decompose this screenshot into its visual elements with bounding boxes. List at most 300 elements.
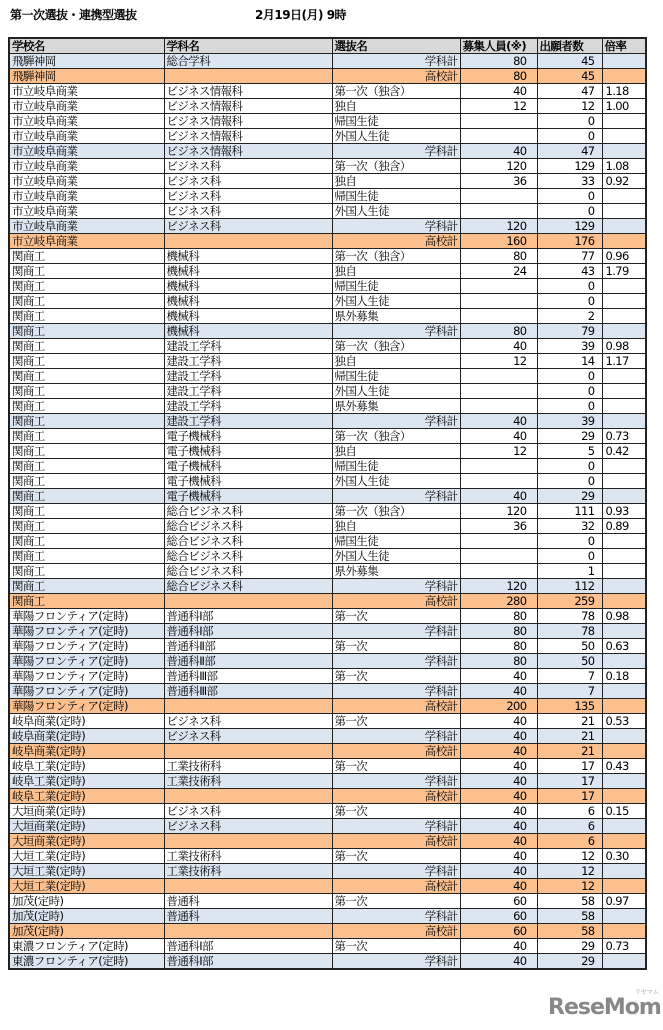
capacity-cell: 40 bbox=[460, 759, 537, 774]
department-cell bbox=[164, 879, 332, 894]
department-cell: 普通科Ⅱ部 bbox=[164, 639, 332, 654]
dept-total-row bbox=[9, 654, 646, 669]
department-cell: 電子機械科 bbox=[164, 444, 332, 459]
capacity-cell: 40 bbox=[460, 804, 537, 819]
selection-cell: 学科計 bbox=[332, 489, 460, 504]
capacity-cell: 120 bbox=[460, 579, 537, 594]
department-cell: ビジネス科 bbox=[164, 714, 332, 729]
capacity-cell: 12 bbox=[460, 99, 537, 114]
school-name-cell: 関商工 bbox=[9, 519, 164, 534]
selection-cell: 高校計 bbox=[332, 234, 460, 249]
column-header-ratio: 倍率 bbox=[602, 38, 646, 54]
ratio-cell: 1.17 bbox=[602, 354, 646, 369]
applicants-cell: 32 bbox=[537, 519, 602, 534]
capacity-cell: 40 bbox=[460, 879, 537, 894]
capacity-cell bbox=[460, 279, 537, 294]
applicants-table bbox=[8, 37, 647, 970]
selection-cell: 高校計 bbox=[332, 69, 460, 84]
applicants-cell: 7 bbox=[537, 684, 602, 699]
school-name-cell: 市立岐阜商業 bbox=[9, 189, 164, 204]
table-row bbox=[9, 534, 646, 549]
ratio-cell: 0.18 bbox=[602, 669, 646, 684]
table-row bbox=[9, 84, 646, 99]
department-cell: 総合ビジネス科 bbox=[164, 579, 332, 594]
ratio-cell bbox=[602, 954, 646, 970]
ratio-cell bbox=[602, 624, 646, 639]
table-row bbox=[9, 519, 646, 534]
ratio-cell: 0.43 bbox=[602, 759, 646, 774]
dept-total-row bbox=[9, 54, 646, 69]
table-row bbox=[9, 174, 646, 189]
applicants-cell: 79 bbox=[537, 324, 602, 339]
capacity-cell: 36 bbox=[460, 174, 537, 189]
selection-cell: 学科計 bbox=[332, 909, 460, 924]
school-name-cell: 加茂(定時) bbox=[9, 924, 164, 939]
school-name-cell: 加茂(定時) bbox=[9, 909, 164, 924]
department-cell: 建設工学科 bbox=[164, 369, 332, 384]
capacity-cell: 40 bbox=[460, 849, 537, 864]
department-cell bbox=[164, 789, 332, 804]
applicants-cell: 259 bbox=[537, 594, 602, 609]
applicants-cell: 77 bbox=[537, 249, 602, 264]
school-name-cell: 飛騨神岡 bbox=[9, 54, 164, 69]
school-name-cell: 関商工 bbox=[9, 564, 164, 579]
selection-cell: 学科計 bbox=[332, 774, 460, 789]
logo-text: ReseMom bbox=[548, 995, 661, 1020]
table-row bbox=[9, 564, 646, 579]
selection-cell: 学科計 bbox=[332, 729, 460, 744]
selection-cell: 第一次（独含） bbox=[332, 504, 460, 519]
department-cell: 工業技術科 bbox=[164, 774, 332, 789]
applicants-cell: 0 bbox=[537, 279, 602, 294]
department-cell: 工業技術科 bbox=[164, 864, 332, 879]
table-row bbox=[9, 264, 646, 279]
school-name-cell: 関商工 bbox=[9, 414, 164, 429]
applicants-cell: 1 bbox=[537, 564, 602, 579]
school-name-cell: 岐阜工業(定時) bbox=[9, 759, 164, 774]
capacity-cell: 80 bbox=[460, 54, 537, 69]
dept-total-row bbox=[9, 579, 646, 594]
department-cell: ビジネス情報科 bbox=[164, 114, 332, 129]
department-cell: ビジネス情報科 bbox=[164, 84, 332, 99]
table-row bbox=[9, 669, 646, 684]
selection-cell: 外国人生徒 bbox=[332, 549, 460, 564]
dept-total-row bbox=[9, 624, 646, 639]
capacity-cell: 40 bbox=[460, 954, 537, 970]
capacity-cell bbox=[460, 534, 537, 549]
department-cell bbox=[164, 924, 332, 939]
applicants-cell: 5 bbox=[537, 444, 602, 459]
school-name-cell: 岐阜商業(定時) bbox=[9, 744, 164, 759]
capacity-cell: 12 bbox=[460, 444, 537, 459]
selection-cell: 帰国生徒 bbox=[332, 534, 460, 549]
selection-cell: 学科計 bbox=[332, 819, 460, 834]
selection-cell: 帰国生徒 bbox=[332, 279, 460, 294]
table-row bbox=[9, 459, 646, 474]
applicants-cell: 17 bbox=[537, 789, 602, 804]
school-name-cell: 関商工 bbox=[9, 369, 164, 384]
selection-cell: 第一次 bbox=[332, 714, 460, 729]
selection-cell: 高校計 bbox=[332, 834, 460, 849]
selection-cell: 独自 bbox=[332, 519, 460, 534]
capacity-cell bbox=[460, 459, 537, 474]
school-name-cell: 関商工 bbox=[9, 264, 164, 279]
department-cell: 普通科Ⅲ部 bbox=[164, 669, 332, 684]
applicants-cell: 78 bbox=[537, 609, 602, 624]
school-total-row bbox=[9, 234, 646, 249]
table-row bbox=[9, 369, 646, 384]
selection-cell: 第一次 bbox=[332, 669, 460, 684]
selection-cell: 独自 bbox=[332, 354, 460, 369]
school-name-cell: 大垣商業(定時) bbox=[9, 834, 164, 849]
capacity-cell: 40 bbox=[460, 714, 537, 729]
school-name-cell: 市立岐阜商業 bbox=[9, 234, 164, 249]
report-datetime: 2月19日(月) 9時 bbox=[255, 8, 347, 22]
department-cell bbox=[164, 699, 332, 714]
ratio-cell bbox=[602, 924, 646, 939]
applicants-cell: 45 bbox=[537, 54, 602, 69]
ratio-cell bbox=[602, 189, 646, 204]
ratio-cell bbox=[602, 879, 646, 894]
department-cell: 建設工学科 bbox=[164, 384, 332, 399]
school-name-cell: 飛騨神岡 bbox=[9, 69, 164, 84]
department-cell: 機械科 bbox=[164, 249, 332, 264]
school-name-cell: 市立岐阜商業 bbox=[9, 144, 164, 159]
column-header-selection: 選抜名 bbox=[332, 38, 460, 54]
ratio-cell bbox=[602, 294, 646, 309]
capacity-cell: 120 bbox=[460, 504, 537, 519]
ratio-cell: 1.00 bbox=[602, 99, 646, 114]
school-name-cell: 関商工 bbox=[9, 279, 164, 294]
applicants-cell: 21 bbox=[537, 729, 602, 744]
capacity-cell bbox=[460, 309, 537, 324]
column-header-school: 学校名 bbox=[9, 38, 164, 54]
selection-cell: 帰国生徒 bbox=[332, 369, 460, 384]
school-name-cell: 大垣工業(定時) bbox=[9, 849, 164, 864]
department-cell: 機械科 bbox=[164, 279, 332, 294]
capacity-cell: 80 bbox=[460, 249, 537, 264]
school-name-cell: 関商工 bbox=[9, 549, 164, 564]
capacity-cell: 40 bbox=[460, 939, 537, 954]
department-cell: 電子機械科 bbox=[164, 474, 332, 489]
ratio-cell bbox=[602, 774, 646, 789]
capacity-cell bbox=[460, 564, 537, 579]
ratio-cell bbox=[602, 399, 646, 414]
selection-cell: 学科計 bbox=[332, 954, 460, 970]
selection-cell: 外国人生徒 bbox=[332, 204, 460, 219]
ratio-cell: 0.73 bbox=[602, 939, 646, 954]
table-row bbox=[9, 384, 646, 399]
department-cell: 機械科 bbox=[164, 294, 332, 309]
ratio-cell: 1.79 bbox=[602, 264, 646, 279]
applicants-cell: 39 bbox=[537, 339, 602, 354]
school-name-cell: 大垣商業(定時) bbox=[9, 804, 164, 819]
school-name-cell: 関商工 bbox=[9, 444, 164, 459]
capacity-cell: 40 bbox=[460, 144, 537, 159]
applicants-cell: 43 bbox=[537, 264, 602, 279]
ratio-cell bbox=[602, 414, 646, 429]
table-row bbox=[9, 399, 646, 414]
applicants-cell: 58 bbox=[537, 924, 602, 939]
ratio-cell bbox=[602, 54, 646, 69]
school-total-row bbox=[9, 834, 646, 849]
applicants-cell: 21 bbox=[537, 714, 602, 729]
capacity-cell: 12 bbox=[460, 354, 537, 369]
table-row bbox=[9, 549, 646, 564]
dept-total-row bbox=[9, 489, 646, 504]
capacity-cell: 60 bbox=[460, 924, 537, 939]
selection-cell: 独自 bbox=[332, 264, 460, 279]
department-cell: 建設工学科 bbox=[164, 399, 332, 414]
department-cell: 電子機械科 bbox=[164, 429, 332, 444]
table-row bbox=[9, 939, 646, 954]
selection-cell: 帰国生徒 bbox=[332, 459, 460, 474]
department-cell bbox=[164, 834, 332, 849]
capacity-cell bbox=[460, 399, 537, 414]
applicants-cell: 112 bbox=[537, 579, 602, 594]
department-cell: 総合ビジネス科 bbox=[164, 534, 332, 549]
table-row bbox=[9, 504, 646, 519]
school-name-cell: 華陽フロンティア(定時) bbox=[9, 639, 164, 654]
table-row bbox=[9, 129, 646, 144]
department-cell bbox=[164, 744, 332, 759]
school-name-cell: 関商工 bbox=[9, 504, 164, 519]
ratio-cell bbox=[602, 819, 646, 834]
capacity-cell: 60 bbox=[460, 909, 537, 924]
table-row bbox=[9, 759, 646, 774]
school-total-row bbox=[9, 69, 646, 84]
capacity-cell: 80 bbox=[460, 324, 537, 339]
applicants-cell: 58 bbox=[537, 909, 602, 924]
selection-cell: 独自 bbox=[332, 174, 460, 189]
selection-cell: 第一次 bbox=[332, 759, 460, 774]
department-cell: 総合ビジネス科 bbox=[164, 519, 332, 534]
ratio-cell bbox=[602, 234, 646, 249]
table-header-row bbox=[9, 38, 646, 54]
capacity-cell: 24 bbox=[460, 264, 537, 279]
selection-cell: 県外募集 bbox=[332, 564, 460, 579]
ratio-cell bbox=[602, 864, 646, 879]
ratio-cell bbox=[602, 594, 646, 609]
applicants-cell: 58 bbox=[537, 894, 602, 909]
capacity-cell: 40 bbox=[460, 414, 537, 429]
applicants-cell: 0 bbox=[537, 129, 602, 144]
applicants-cell: 6 bbox=[537, 834, 602, 849]
dept-total-row bbox=[9, 819, 646, 834]
school-name-cell: 関商工 bbox=[9, 474, 164, 489]
applicants-cell: 176 bbox=[537, 234, 602, 249]
selection-cell: 学科計 bbox=[332, 624, 460, 639]
applicants-cell: 29 bbox=[537, 939, 602, 954]
applicants-cell: 129 bbox=[537, 159, 602, 174]
school-name-cell: 市立岐阜商業 bbox=[9, 129, 164, 144]
school-name-cell: 大垣工業(定時) bbox=[9, 879, 164, 894]
department-cell: 普通科Ⅱ部 bbox=[164, 654, 332, 669]
department-cell: ビジネス情報科 bbox=[164, 144, 332, 159]
ratio-cell bbox=[602, 729, 646, 744]
capacity-cell: 200 bbox=[460, 699, 537, 714]
department-cell: ビジネス科 bbox=[164, 819, 332, 834]
department-cell: 工業技術科 bbox=[164, 759, 332, 774]
department-cell: ビジネス情報科 bbox=[164, 99, 332, 114]
ratio-cell bbox=[602, 744, 646, 759]
applicants-cell: 0 bbox=[537, 549, 602, 564]
capacity-cell bbox=[460, 129, 537, 144]
department-cell: ビジネス情報科 bbox=[164, 129, 332, 144]
department-cell: ビジネス科 bbox=[164, 729, 332, 744]
school-name-cell: 関商工 bbox=[9, 294, 164, 309]
department-cell: ビジネス科 bbox=[164, 204, 332, 219]
table-row bbox=[9, 474, 646, 489]
applicants-cell: 12 bbox=[537, 879, 602, 894]
applicants-cell: 6 bbox=[537, 819, 602, 834]
school-name-cell: 関商工 bbox=[9, 384, 164, 399]
ratio-cell bbox=[602, 369, 646, 384]
applicants-cell: 0 bbox=[537, 369, 602, 384]
ratio-cell bbox=[602, 564, 646, 579]
column-header-capacity: 募集人員(※) bbox=[460, 38, 537, 54]
applicants-cell: 2 bbox=[537, 309, 602, 324]
table-row bbox=[9, 294, 646, 309]
selection-cell: 県外募集 bbox=[332, 399, 460, 414]
capacity-cell: 60 bbox=[460, 894, 537, 909]
selection-cell: 第一次 bbox=[332, 609, 460, 624]
table-row bbox=[9, 279, 646, 294]
school-name-cell: 大垣商業(定時) bbox=[9, 819, 164, 834]
table-row bbox=[9, 249, 646, 264]
applicants-cell: 14 bbox=[537, 354, 602, 369]
applicants-cell: 0 bbox=[537, 384, 602, 399]
selection-cell: 学科計 bbox=[332, 654, 460, 669]
ratio-cell: 0.53 bbox=[602, 714, 646, 729]
selection-cell: 学科計 bbox=[332, 219, 460, 234]
applicants-cell: 135 bbox=[537, 699, 602, 714]
ratio-cell: 0.93 bbox=[602, 504, 646, 519]
ratio-cell: 0.73 bbox=[602, 429, 646, 444]
applicants-cell: 12 bbox=[537, 864, 602, 879]
ratio-cell bbox=[602, 474, 646, 489]
department-cell: 工業技術科 bbox=[164, 849, 332, 864]
applicants-cell: 29 bbox=[537, 489, 602, 504]
school-total-row bbox=[9, 879, 646, 894]
selection-cell: 外国人生徒 bbox=[332, 129, 460, 144]
table-row bbox=[9, 849, 646, 864]
table-row bbox=[9, 444, 646, 459]
applicants-cell: 12 bbox=[537, 99, 602, 114]
capacity-cell: 160 bbox=[460, 234, 537, 249]
ratio-cell bbox=[602, 699, 646, 714]
selection-cell: 外国人生徒 bbox=[332, 384, 460, 399]
capacity-cell: 40 bbox=[460, 744, 537, 759]
ratio-cell bbox=[602, 789, 646, 804]
capacity-cell: 280 bbox=[460, 594, 537, 609]
applicants-cell: 45 bbox=[537, 69, 602, 84]
ratio-cell: 0.98 bbox=[602, 339, 646, 354]
ratio-cell: 0.92 bbox=[602, 174, 646, 189]
table-row bbox=[9, 204, 646, 219]
ratio-cell: 0.30 bbox=[602, 849, 646, 864]
department-cell: 普通科Ⅲ部 bbox=[164, 684, 332, 699]
table-row bbox=[9, 429, 646, 444]
department-cell: 総合学科 bbox=[164, 54, 332, 69]
capacity-cell bbox=[460, 189, 537, 204]
department-cell: 普通科Ⅰ部 bbox=[164, 954, 332, 970]
applicants-cell: 33 bbox=[537, 174, 602, 189]
applicants-cell: 17 bbox=[537, 759, 602, 774]
ratio-cell bbox=[602, 654, 646, 669]
capacity-cell: 40 bbox=[460, 774, 537, 789]
ratio-cell bbox=[602, 144, 646, 159]
school-name-cell: 市立岐阜商業 bbox=[9, 219, 164, 234]
ratio-cell bbox=[602, 579, 646, 594]
school-name-cell: 関商工 bbox=[9, 429, 164, 444]
selection-cell: 外国人生徒 bbox=[332, 294, 460, 309]
dept-total-row bbox=[9, 684, 646, 699]
selection-cell: 学科計 bbox=[332, 684, 460, 699]
applicants-cell: 0 bbox=[537, 204, 602, 219]
table-body bbox=[9, 54, 646, 970]
selection-cell: 第一次（独含） bbox=[332, 159, 460, 174]
capacity-cell: 40 bbox=[460, 819, 537, 834]
department-cell: ビジネス科 bbox=[164, 189, 332, 204]
ratio-cell bbox=[602, 69, 646, 84]
school-name-cell: 華陽フロンティア(定時) bbox=[9, 684, 164, 699]
selection-cell: 高校計 bbox=[332, 879, 460, 894]
applicants-cell: 0 bbox=[537, 399, 602, 414]
applicants-cell: 7 bbox=[537, 669, 602, 684]
department-cell: 電子機械科 bbox=[164, 489, 332, 504]
applicants-cell: 50 bbox=[537, 639, 602, 654]
applicants-cell: 0 bbox=[537, 114, 602, 129]
ratio-cell bbox=[602, 489, 646, 504]
selection-cell: 第一次（独含） bbox=[332, 249, 460, 264]
school-name-cell: 市立岐阜商業 bbox=[9, 174, 164, 189]
selection-cell: 高校計 bbox=[332, 699, 460, 714]
selection-cell: 学科計 bbox=[332, 324, 460, 339]
ratio-cell bbox=[602, 384, 646, 399]
department-cell: 建設工学科 bbox=[164, 354, 332, 369]
capacity-cell: 80 bbox=[460, 609, 537, 624]
capacity-cell: 40 bbox=[460, 729, 537, 744]
selection-cell: 学科計 bbox=[332, 54, 460, 69]
ratio-cell bbox=[602, 219, 646, 234]
school-name-cell: 市立岐阜商業 bbox=[9, 204, 164, 219]
school-name-cell: 市立岐阜商業 bbox=[9, 159, 164, 174]
capacity-cell bbox=[460, 294, 537, 309]
table-row bbox=[9, 114, 646, 129]
ratio-cell: 1.08 bbox=[602, 159, 646, 174]
school-name-cell: 大垣工業(定時) bbox=[9, 864, 164, 879]
department-cell: 電子機械科 bbox=[164, 459, 332, 474]
table-row bbox=[9, 804, 646, 819]
ratio-cell: 0.63 bbox=[602, 639, 646, 654]
applicants-cell: 29 bbox=[537, 954, 602, 970]
school-total-row bbox=[9, 699, 646, 714]
table-row bbox=[9, 99, 646, 114]
capacity-cell: 80 bbox=[460, 69, 537, 84]
table-row bbox=[9, 189, 646, 204]
ratio-cell: 0.42 bbox=[602, 444, 646, 459]
school-name-cell: 関商工 bbox=[9, 399, 164, 414]
ratio-cell: 0.89 bbox=[602, 519, 646, 534]
applicants-cell: 29 bbox=[537, 429, 602, 444]
applicants-cell: 0 bbox=[537, 294, 602, 309]
school-name-cell: 関商工 bbox=[9, 354, 164, 369]
table-row bbox=[9, 159, 646, 174]
school-name-cell: 華陽フロンティア(定時) bbox=[9, 654, 164, 669]
department-cell bbox=[164, 594, 332, 609]
department-cell: 普通科 bbox=[164, 909, 332, 924]
